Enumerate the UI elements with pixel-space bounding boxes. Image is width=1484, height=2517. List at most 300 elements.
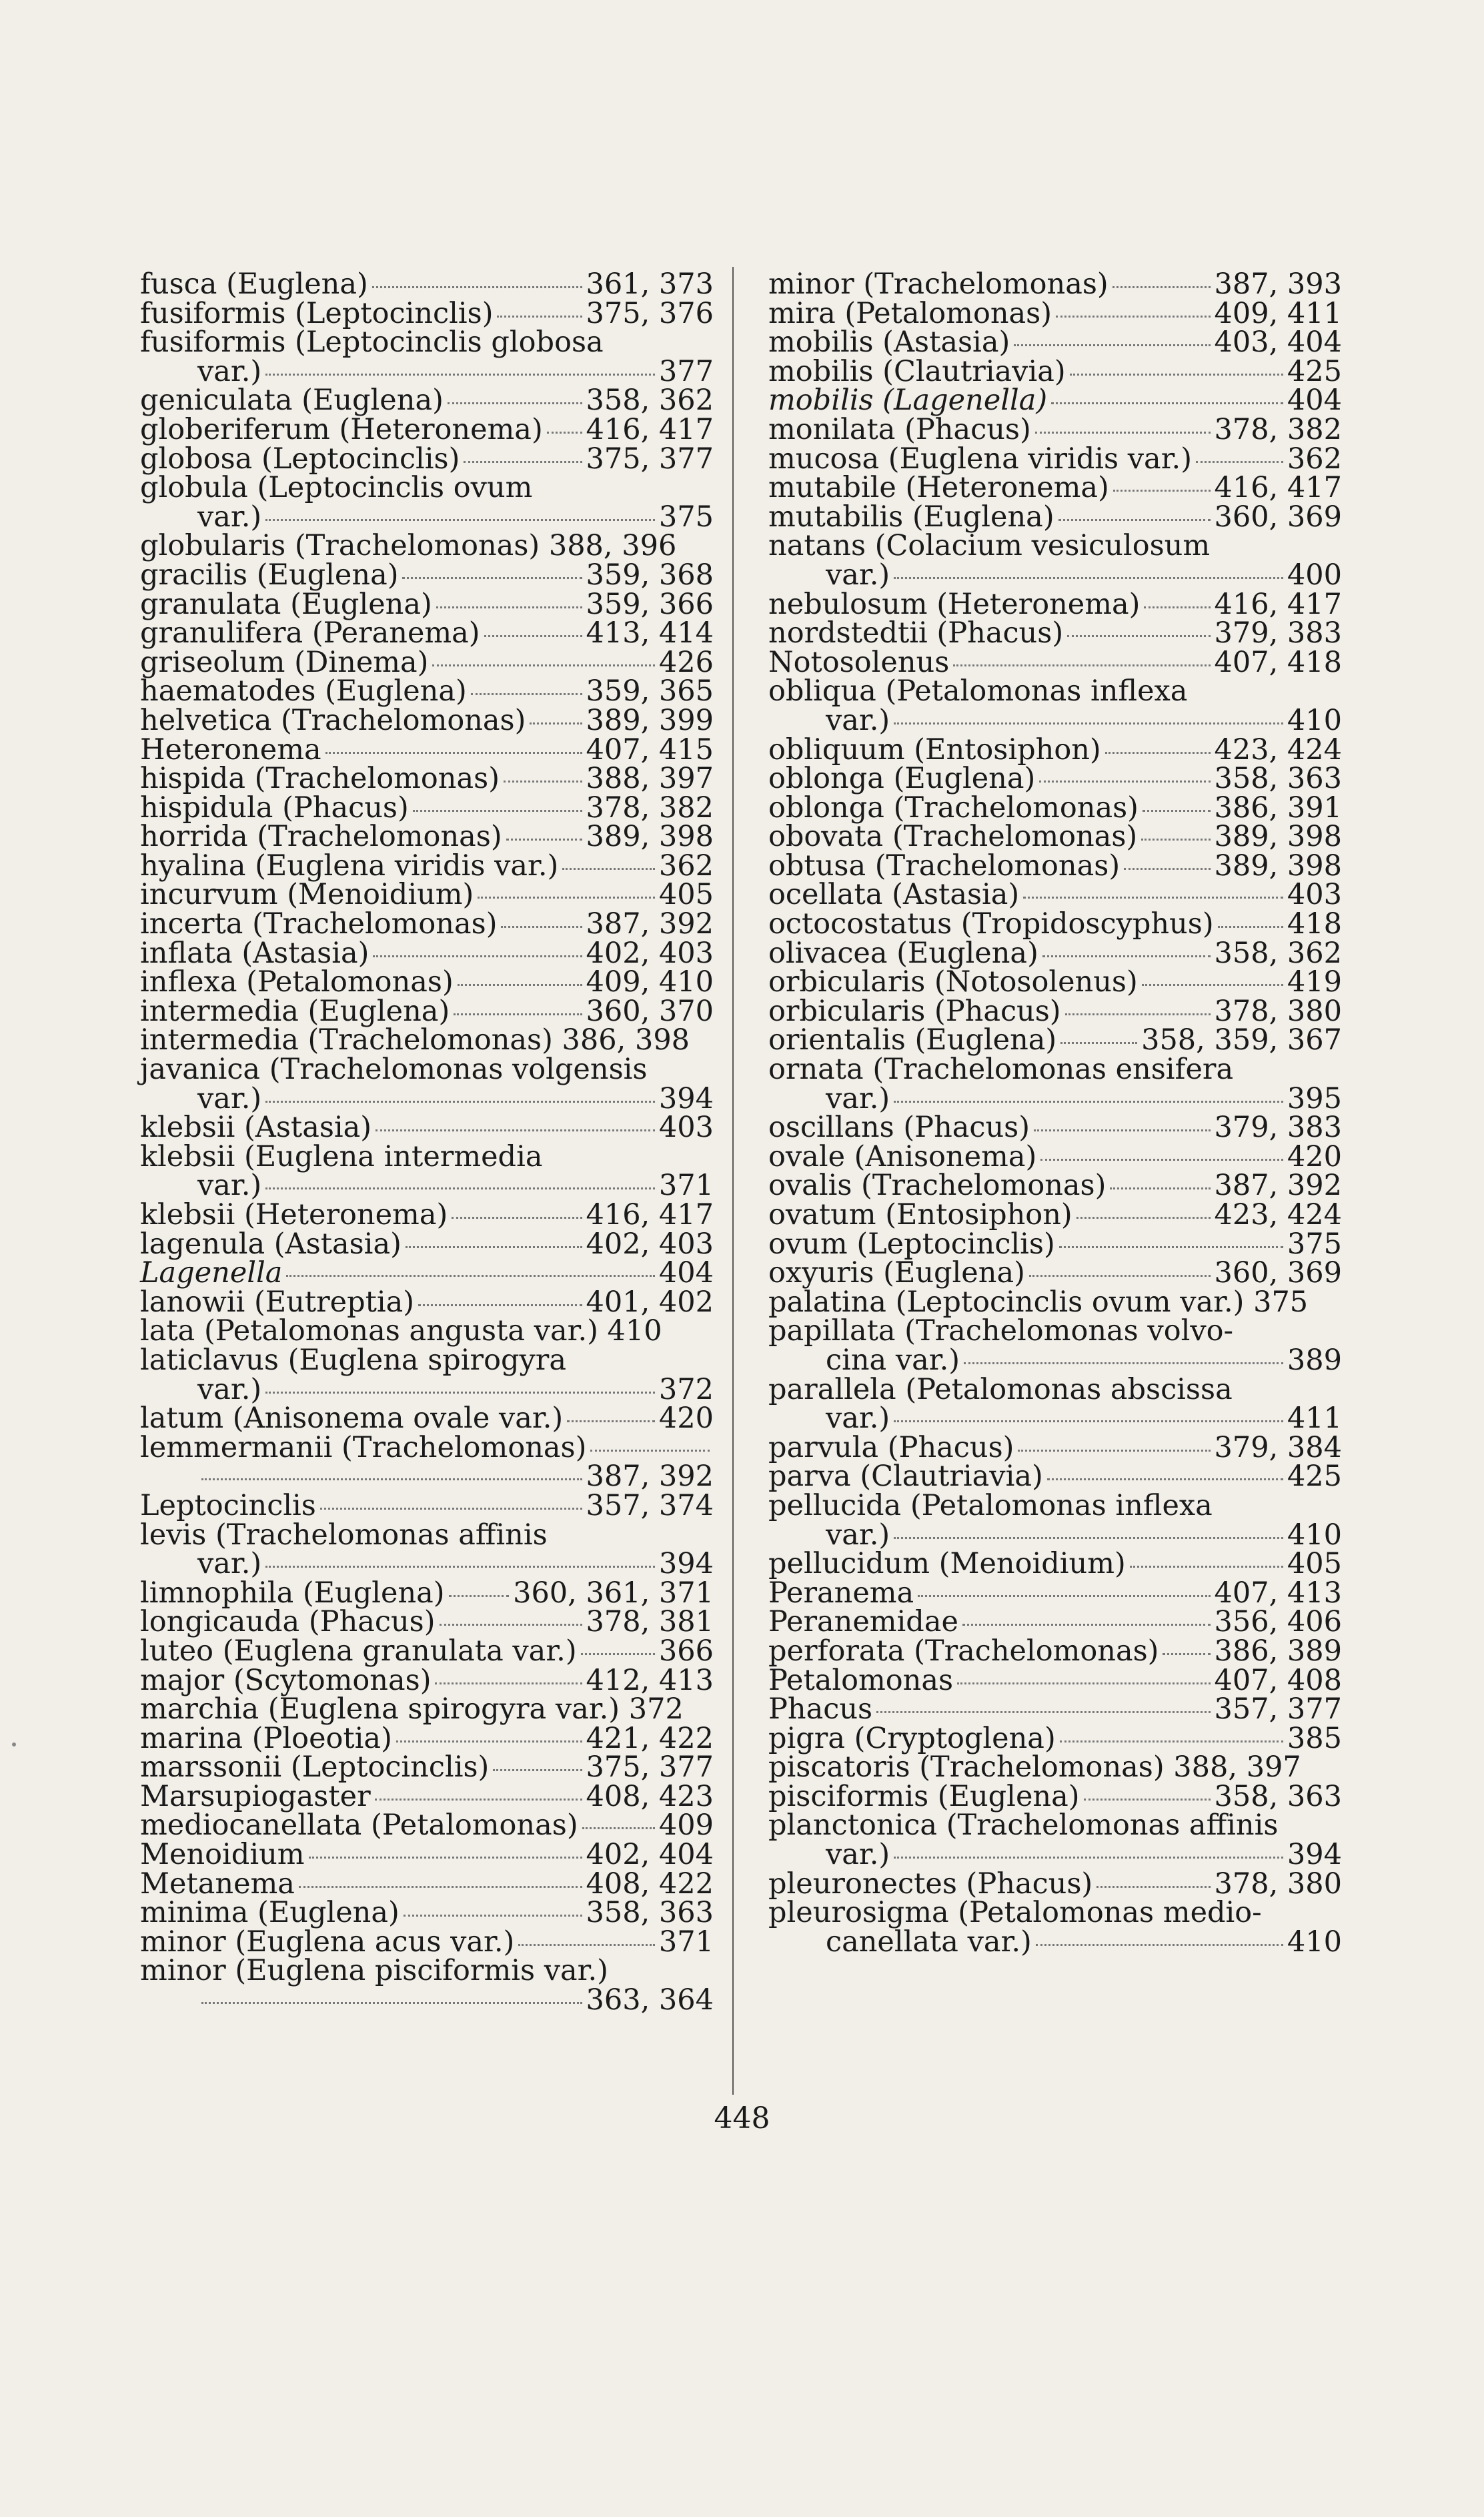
dot-leader	[320, 1508, 582, 1510]
index-entry	[768, 1721, 1342, 1755]
index-entry-line	[140, 820, 714, 854]
index-page-refs: 362	[658, 849, 714, 883]
dot-leader	[309, 1857, 582, 1859]
index-page-refs: 401, 402	[586, 1285, 714, 1319]
index-entry	[140, 1721, 714, 1755]
index-page-refs: 375, 376	[586, 296, 714, 330]
index-entry-line	[768, 386, 1342, 416]
index-entry	[140, 849, 714, 883]
index-entry	[768, 732, 1342, 767]
index-entry	[140, 965, 714, 999]
index-entry	[768, 1576, 1342, 1610]
index-entry	[140, 296, 714, 330]
dot-leader	[418, 1304, 582, 1306]
index-page-refs: 405	[658, 878, 714, 912]
index-entry	[768, 1547, 1342, 1581]
index-page-refs: 409	[658, 1809, 714, 1843]
index-page-refs: 416, 417	[1214, 587, 1342, 621]
index-entry	[768, 1198, 1342, 1231]
index-term: parallela (Petalomonas abscissa	[768, 1372, 1233, 1406]
index-entry-line	[768, 558, 1342, 592]
index-entry-line	[140, 500, 714, 534]
index-page-refs: 410	[1287, 1518, 1342, 1552]
index-term: nebulosum (Heteronema)	[768, 587, 1141, 621]
index-page-refs: 361, 373	[586, 268, 714, 301]
index-page-refs: 400	[1287, 558, 1342, 592]
index-entry-line	[768, 1372, 1342, 1406]
dot-leader	[530, 722, 582, 724]
index-entry-line	[768, 762, 1342, 796]
dot-leader	[432, 664, 654, 666]
index-page-refs: 403	[658, 1111, 714, 1145]
index-entry-line	[768, 1925, 1342, 1959]
index-entry	[140, 1605, 714, 1639]
index-term: var.)	[826, 1081, 890, 1115]
index-page-refs: 404	[658, 1256, 714, 1290]
index-entry-line	[768, 849, 1342, 883]
index-entry-line	[140, 1547, 714, 1581]
index-entry-line	[140, 529, 714, 563]
index-page-refs: 407, 413	[1214, 1576, 1342, 1610]
index-entry-line	[768, 1867, 1342, 1901]
index-page-refs: 358, 363	[586, 1896, 714, 1930]
dot-leader	[962, 1624, 1211, 1626]
index-term: minor (Trachelomonas)	[768, 268, 1108, 301]
index-page-refs: 404	[1287, 384, 1342, 418]
index-term: var.)	[826, 703, 890, 737]
dot-leader	[265, 1187, 655, 1189]
dot-leader	[1163, 1653, 1210, 1655]
index-page-refs: 389, 399	[586, 703, 714, 737]
dot-leader	[497, 316, 582, 318]
index-page-refs: 378, 382	[586, 791, 714, 825]
index-entry	[768, 1113, 1342, 1143]
index-entry	[140, 1692, 714, 1726]
index-page-refs: 421, 422	[586, 1721, 714, 1755]
index-term: natans (Colacium vesiculosum	[768, 529, 1211, 563]
dot-leader	[1059, 1246, 1283, 1248]
index-page-refs: 389	[1287, 1343, 1342, 1377]
index-entry-line	[768, 412, 1342, 446]
index-entry-line	[140, 674, 714, 708]
index-term: perforata (Trachelomonas)	[768, 1634, 1159, 1668]
index-term: octocostatus (Tropidoscyphus)	[768, 907, 1214, 941]
index-entry	[768, 386, 1342, 416]
index-entry	[140, 645, 714, 679]
index-entry-line	[768, 500, 1342, 534]
dot-leader	[567, 1420, 655, 1422]
index-entry-line	[768, 1113, 1342, 1143]
index-entry-line	[768, 674, 1342, 708]
dot-leader	[1023, 897, 1283, 899]
index-entry	[768, 471, 1342, 505]
index-term: marchia (Euglena spirogyra var.) 372	[140, 1692, 684, 1726]
index-page-refs: 410	[1287, 703, 1342, 737]
index-entry-line	[768, 529, 1342, 563]
index-entry-line	[768, 1227, 1342, 1261]
index-entry-line	[140, 1721, 714, 1755]
index-term: monilata (Phacus)	[768, 412, 1031, 446]
index-page-refs: 387, 392	[586, 1460, 714, 1494]
dot-leader	[413, 810, 582, 812]
index-term: Heteronema	[140, 732, 321, 767]
index-entry	[768, 500, 1342, 534]
index-term: klebsii (Euglena intermedia	[140, 1139, 543, 1173]
index-term: papillata (Trachelomonas volvo-	[768, 1314, 1234, 1348]
dot-leader	[375, 1799, 582, 1801]
dot-leader	[894, 1537, 1283, 1539]
dot-leader	[1218, 926, 1283, 928]
index-entry	[140, 1055, 714, 1113]
index-entry-line	[768, 1838, 1342, 1872]
index-page-refs: 394	[1287, 1838, 1342, 1872]
index-entry	[140, 1113, 714, 1143]
index-entry-line	[140, 1750, 714, 1785]
index-term: oblonga (Trachelomonas)	[768, 791, 1139, 825]
index-term: mutabilis (Euglena)	[768, 500, 1054, 534]
index-page-refs: 359, 365	[586, 674, 714, 708]
index-page-refs: 357, 377	[1214, 1692, 1342, 1726]
dot-leader	[1029, 1275, 1211, 1277]
index-term: mobilis (Lagenella)	[768, 384, 1048, 418]
index-entry-line	[140, 1983, 714, 2017]
dot-leader	[1143, 810, 1211, 812]
dot-leader	[1084, 1799, 1211, 1801]
index-entry-line	[140, 442, 714, 476]
dot-leader	[1076, 1217, 1211, 1219]
index-entry-line	[768, 820, 1342, 854]
index-column-left	[140, 270, 714, 2015]
index-entry	[140, 1663, 714, 1697]
index-page-refs: 389, 398	[586, 820, 714, 854]
index-entry-line	[140, 1023, 714, 1057]
index-entry	[768, 1023, 1342, 1057]
index-term: piscatoris (Trachelomonas) 388, 397	[768, 1750, 1301, 1785]
index-page-refs: 358, 362	[586, 384, 714, 418]
index-term: fusiformis (Leptocinclis globosa	[140, 326, 604, 360]
dot-leader	[957, 1682, 1210, 1684]
index-term: helvetica (Trachelomonas)	[140, 703, 526, 737]
index-entry	[140, 1488, 714, 1522]
index-entry-line	[140, 1867, 714, 1901]
index-term: cina var.)	[826, 1343, 960, 1377]
index-page-refs: 387, 392	[586, 907, 714, 941]
index-term: var.)	[826, 1402, 890, 1436]
dot-leader	[406, 1246, 582, 1248]
index-page-refs: 402, 404	[586, 1838, 714, 1872]
index-entry-line	[768, 1692, 1342, 1726]
index-entry-line	[768, 1139, 1342, 1173]
index-entry-line	[140, 1954, 714, 1988]
index-term: ovale (Anisonema)	[768, 1139, 1037, 1173]
dot-leader	[506, 839, 582, 841]
index-entry	[768, 296, 1342, 330]
index-term: ornata (Trachelomonas ensifera	[768, 1053, 1234, 1087]
index-entry	[140, 703, 714, 737]
index-term: luteo (Euglena granulata var.)	[140, 1634, 577, 1668]
index-term: globosa (Leptocinclis)	[140, 442, 460, 476]
index-term: mutabile (Heteronema)	[768, 471, 1109, 505]
index-term: horrida (Trachelomonas)	[140, 820, 502, 854]
index-entry	[140, 529, 714, 563]
index-entry	[140, 878, 714, 912]
index-term: var.)	[197, 500, 262, 534]
index-entry	[768, 1867, 1342, 1901]
index-page-refs: 407, 415	[586, 732, 714, 767]
index-page-refs: 389, 398	[1214, 820, 1342, 854]
index-page-refs: 385	[1287, 1721, 1342, 1755]
dot-leader	[265, 1101, 655, 1103]
index-entry-line	[140, 587, 714, 621]
index-entry	[140, 820, 714, 854]
index-entry	[140, 1285, 714, 1319]
index-entry-line	[768, 328, 1342, 358]
index-page-refs: 405	[1287, 1547, 1342, 1581]
index-page-refs: 362	[1287, 442, 1342, 476]
index-entry-line	[140, 1896, 714, 1930]
dot-leader	[265, 1392, 655, 1394]
index-page-refs: 388, 397	[586, 762, 714, 796]
dot-leader	[894, 1420, 1283, 1422]
index-entry	[768, 1605, 1342, 1639]
dot-leader	[1142, 984, 1283, 986]
index-column-right	[768, 270, 1342, 1957]
index-entry-line	[140, 1488, 714, 1522]
index-entry-line	[768, 1430, 1342, 1464]
page-number: 448	[714, 2101, 770, 2135]
index-entry-line	[768, 442, 1342, 476]
dot-leader	[1060, 1042, 1137, 1044]
dot-leader	[504, 781, 582, 783]
index-page-refs: 394	[658, 1081, 714, 1115]
index-entry-line	[768, 471, 1342, 505]
index-entry-line	[768, 1576, 1342, 1610]
dot-leader	[1056, 316, 1211, 318]
index-term: lanowii (Eutreptia)	[140, 1285, 415, 1319]
index-page-refs: 379, 383	[1214, 1111, 1342, 1145]
dot-leader	[376, 1129, 655, 1131]
index-term: pellucida (Petalomonas inflexa	[768, 1488, 1213, 1522]
index-page-refs: 375, 377	[586, 1750, 714, 1785]
index-term: var.)	[197, 1547, 262, 1581]
dot-leader	[440, 1624, 582, 1626]
index-entry	[768, 1663, 1342, 1697]
index-page-refs: 425	[1287, 354, 1342, 388]
index-term: ocellata (Astasia)	[768, 878, 1020, 912]
index-entry	[140, 1139, 714, 1203]
dot-leader	[1067, 635, 1210, 637]
index-term: lagenula (Astasia)	[140, 1227, 402, 1261]
index-term: haematodes (Euglena)	[140, 674, 467, 708]
index-term: granulifera (Peranema)	[140, 616, 480, 650]
index-page-refs: 378, 381	[586, 1605, 714, 1639]
index-page-refs: 408, 422	[586, 1867, 714, 1901]
dot-leader	[1047, 1478, 1283, 1480]
dot-leader	[404, 1915, 582, 1917]
index-term: planctonica (Trachelomonas affinis	[768, 1809, 1279, 1843]
index-page-refs: 360, 369	[1214, 500, 1342, 534]
index-entry-line	[140, 965, 714, 999]
index-entry	[768, 820, 1342, 854]
index-page-refs: 375	[658, 500, 714, 534]
dot-leader	[1130, 1566, 1283, 1568]
index-entry	[768, 1809, 1342, 1872]
index-entry-line	[140, 471, 714, 505]
index-entry-line	[768, 1285, 1342, 1319]
index-page-refs: 410	[1287, 1925, 1342, 1959]
column-divider	[732, 267, 734, 2095]
index-entry	[140, 907, 714, 941]
dot-leader	[452, 1217, 582, 1219]
index-term: lata (Petalomonas angusta var.) 410	[140, 1314, 662, 1348]
index-term: minima (Euglena)	[140, 1896, 400, 1930]
dot-leader	[1039, 781, 1210, 783]
index-entry	[140, 412, 714, 446]
index-entry	[140, 1404, 714, 1434]
index-entry-line	[140, 1343, 714, 1377]
index-entry-line	[140, 732, 714, 767]
index-entry-line	[768, 878, 1342, 912]
dot-leader	[449, 1595, 510, 1597]
dot-leader	[1065, 1013, 1211, 1015]
dot-leader	[547, 432, 582, 434]
index-term: Peranemidae	[768, 1605, 958, 1639]
index-page-refs: 387, 392	[1214, 1169, 1342, 1203]
index-entry-line	[140, 328, 714, 358]
index-term: oxyuris (Euglena)	[768, 1256, 1025, 1290]
index-entry-line	[768, 1256, 1342, 1290]
index-page-refs: 416, 417	[586, 412, 714, 446]
dot-leader	[1112, 286, 1211, 288]
index-entry-line	[768, 1547, 1342, 1581]
index-entry	[140, 936, 714, 970]
index-entry-line	[768, 354, 1342, 388]
index-page-refs: 402, 403	[586, 1227, 714, 1261]
index-entry	[140, 1430, 714, 1494]
index-page-refs: 389, 398	[1214, 849, 1342, 883]
dot-leader	[582, 1827, 655, 1829]
index-entry	[768, 616, 1342, 650]
dot-leader	[1034, 1129, 1210, 1131]
index-entry-line	[140, 1663, 714, 1697]
dot-leader	[458, 984, 582, 986]
index-entry	[140, 442, 714, 476]
index-page-refs: 408, 423	[586, 1779, 714, 1813]
index-entry-line	[140, 1139, 714, 1173]
index-entry-line	[140, 1605, 714, 1639]
index-entry	[140, 1750, 714, 1785]
dot-leader	[1105, 752, 1211, 754]
index-page-refs: 358, 362	[1214, 936, 1342, 970]
index-entry	[768, 1171, 1342, 1201]
index-page-refs: 425	[1287, 1460, 1342, 1494]
index-page-refs: 409, 410	[586, 965, 714, 999]
dot-leader	[265, 374, 655, 376]
index-page-refs: 360, 369	[1214, 1256, 1342, 1290]
index-entry	[140, 1198, 714, 1231]
dot-leader	[265, 1566, 655, 1568]
index-entry-line	[140, 1314, 714, 1348]
index-page-refs: 419	[1287, 965, 1342, 999]
index-term: oblonga (Euglena)	[768, 762, 1036, 796]
index-term: Phacus	[768, 1692, 873, 1726]
dot-leader	[876, 1711, 1210, 1713]
index-entry	[140, 616, 714, 650]
index-entry-line	[768, 1314, 1342, 1348]
index-entry-line	[768, 703, 1342, 737]
index-entry	[768, 936, 1342, 970]
index-entry-line	[140, 270, 714, 300]
index-entry	[768, 645, 1342, 679]
index-term: fusca (Euglena)	[140, 268, 368, 301]
index-page-refs: 358, 363	[1214, 762, 1342, 796]
dot-leader	[1124, 868, 1210, 870]
index-entry-line	[140, 1171, 714, 1201]
index-entry	[140, 674, 714, 708]
index-term: Marsupiogaster	[140, 1779, 371, 1813]
dot-leader	[265, 519, 655, 521]
index-entry-line	[768, 1081, 1342, 1115]
index-term: parva (Clautriavia)	[768, 1460, 1043, 1494]
index-term: pleurosigma (Petalomonas medio-	[768, 1896, 1262, 1930]
index-entry	[768, 1462, 1342, 1492]
dot-leader	[1196, 461, 1283, 463]
index-entry-line	[140, 1811, 714, 1841]
index-entry	[768, 1634, 1342, 1668]
index-term: ovum (Leptocinclis)	[768, 1227, 1055, 1261]
dot-leader	[1040, 1159, 1283, 1161]
index-term: Peranema	[768, 1576, 914, 1610]
index-entry	[140, 558, 714, 592]
index-term: var.)	[826, 1518, 890, 1552]
dot-leader	[435, 1682, 582, 1684]
index-term: klebsii (Heteronema)	[140, 1198, 448, 1231]
index-page-refs: 379, 383	[1214, 616, 1342, 650]
index-entry	[768, 1314, 1342, 1377]
index-page-refs: 394	[658, 1547, 714, 1581]
dot-leader	[918, 1595, 1210, 1597]
index-entry	[768, 1256, 1342, 1290]
index-page-refs: 412, 413	[586, 1663, 714, 1697]
index-term: hyalina (Euglena viridis var.)	[140, 849, 559, 883]
index-entry	[140, 762, 714, 796]
index-entry-line	[768, 1721, 1342, 1755]
index-entry	[768, 994, 1342, 1028]
index-page-refs: 375, 377	[586, 442, 714, 476]
index-term: levis (Trachelomonas affinis	[140, 1518, 548, 1552]
index-entry-line	[768, 994, 1342, 1028]
index-term: orientalis (Euglena)	[768, 1023, 1057, 1057]
index-term: parvula (Phacus)	[768, 1430, 1014, 1464]
index-page-refs: 359, 368	[586, 558, 714, 592]
index-entry	[140, 732, 714, 767]
dot-leader	[1042, 955, 1211, 957]
dot-leader	[1110, 1187, 1210, 1189]
dot-leader	[1051, 402, 1283, 404]
index-entry-line	[768, 1023, 1342, 1057]
index-term: minor (Euglena acus var.)	[140, 1925, 515, 1959]
index-page-refs: 356, 406	[1214, 1605, 1342, 1639]
index-term: klebsii (Astasia)	[140, 1111, 372, 1145]
index-page-refs: 386, 391	[1214, 791, 1342, 825]
index-entry-line	[768, 791, 1342, 825]
dot-leader	[1070, 374, 1283, 376]
index-entry	[140, 1576, 714, 1610]
index-entry-line	[140, 1081, 714, 1115]
dot-leader	[396, 1740, 582, 1742]
index-term: marina (Ploeotia)	[140, 1721, 392, 1755]
index-entry	[768, 529, 1342, 592]
